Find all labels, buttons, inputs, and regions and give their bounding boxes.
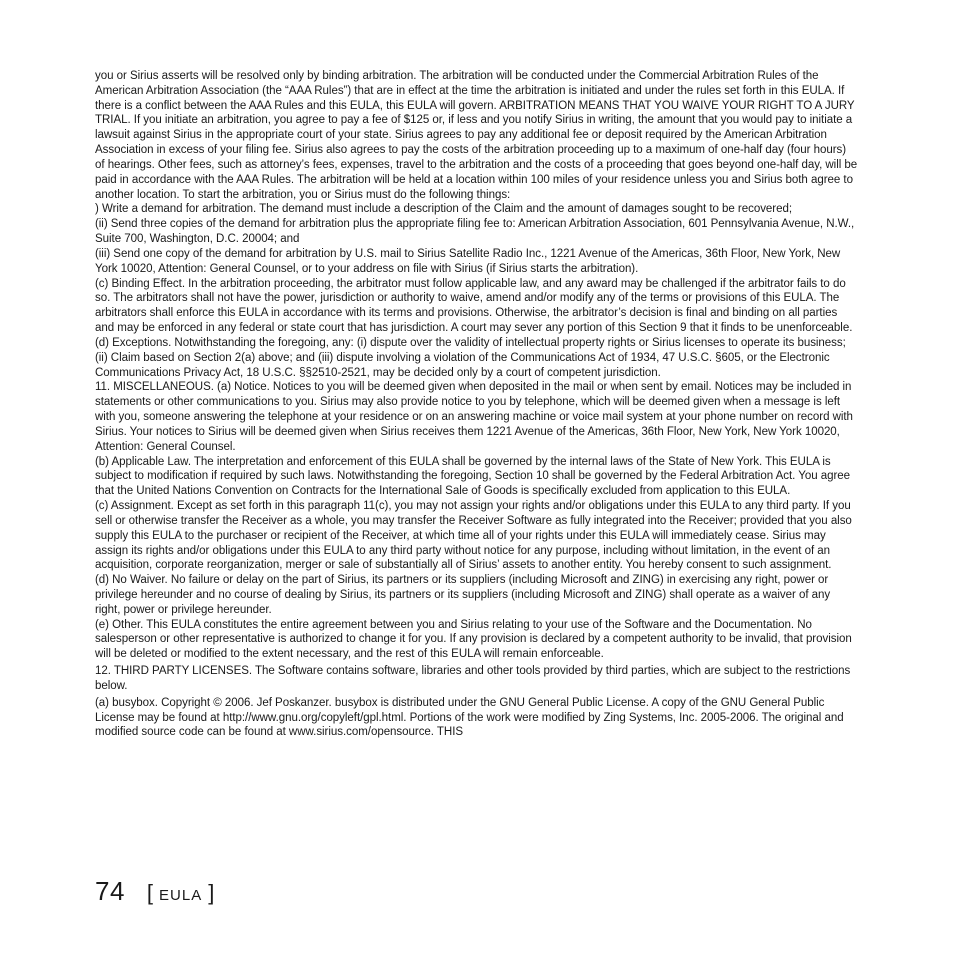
exceptions-paragraph: (d) Exceptions. Notwithstanding the foregoing, any: (i) dispute over the validity of intellectual property rights or Sirius licenses to operate its business; (ii) Claim based on Section 2(a) above; and (iii) dispute involving a violation of the Communications Act of 1934, 47 U.S.C. §605, or the Electronic Communications Privacy Act, 18 U.S.C. §§2510-2521, may be decided only by a court of competent jurisdiction. — [95, 336, 846, 379]
page-footer — [95, 876, 214, 907]
section-label — [147, 880, 214, 906]
demand-step-i: ) Write a demand for arbitration. The demand must include a description of the Claim and the amount of damages sought to be recovered; — [95, 203, 792, 216]
demand-step-ii: (ii) Send three copies of the demand for arbitration plus the appropriate filing fee to: American Arbitration Association, 601 Pennsylvania Avenue, N.W., Suite 700, Washington, D.C. 20004; and — [95, 218, 855, 246]
third-party-licenses-paragraph: 12. THIRD PARTY LICENSES. The Software contains software, libraries and other tools provided by third parties, which are subject to the restrictions below. — [95, 665, 851, 692]
eula-body-text — [95, 69, 858, 740]
demand-step-iii: (iii) Send one copy of the demand for arbitration by U.S. mail to Sirius Satellite Radio Inc., 1221 Avenue of the Americas, 36th Floor, New York, New York 10020, Attention: General Counsel, or to your address on file with Sirius (if Sirius starts the arbitration). — [95, 247, 841, 275]
busybox-paragraph: (a) busybox. Copyright © 2006. Jef Poskanzer. busybox is distributed under the GNU General Public License. A copy of the GNU General Public License may be found at http://www.gnu.org/copyleft/gpl.html. Portions of the work were modified by Zing Systems, Inc. 2005-2006. The original and modified source code can be found at www.sirius.com/opensource. THIS — [95, 696, 844, 739]
binding-effect-paragraph: (c) Binding Effect. In the arbitration proceeding, the arbitrator must follow applicable law, and any award may be challenged if the arbitrator fails to do so. The arbitrators shall not have the power, jurisdiction or authority to waive, amend and/or modify any of the terms or provisions of this EULA. The arbitrators shall enforce this EULA in accordance with its terms and provisions. Otherwise, the arbitrator’s decision is final and binding on all parties and may be enforced in any federal or state court that has jurisdiction. A court may sever any portion of this Section 9 that it finds to be unenforceable. — [95, 277, 853, 335]
other-paragraph: (e) Other. This EULA constitutes the entire agreement between you and Sirius relating to your use of the Software and the Documentation. No salesperson or other representative is authorized to change it for you. If any provision is declared by a competent authority to be invalid, that provision will be deleted or modified to the extent necessary, and the rest of this EULA will remain enforceable. — [95, 618, 852, 661]
miscellaneous-notice-paragraph: 11. MISCELLANEOUS. (a) Notice. Notices to you will be deemed given when deposited in the mail or when sent by email. Notices may be included in statements or other communications to you. Sirius may also provide notice to you by telephone, which will be deemed given when a message is left with you, someone answering the telephone at your residence or on an answering machine or voice mail system at your phone number on record with Sirius. Your notices to Sirius will be deemed given when Sirius receives them 1221 Avenue of the Americas, 36th Floor, New York, New York 10020, Attention: General Counsel. — [95, 381, 853, 453]
applicable-law-paragraph: (b) Applicable Law. The interpretation and enforcement of this EULA shall be governed by the internal laws of the State of New York. This EULA is subject to modification if required by such laws. Notwithstanding the foregoing, Section 10 shall be governed by the Federal Arbitration Act. You agree that the United Nations Convention on Contracts for the International Sale of Goods is specifically excluded from application to this EULA. — [95, 455, 851, 498]
arbitration-paragraph: you or Sirius asserts will be resolved only by binding arbitration. The arbitration will be conducted under the Commercial Arbitration Rules of the American Arbitration Association (the “AAA Rules”) that are in effect at the time the arbitration is initiated and under the rules set forth in this EULA. If there is a conflict between the AAA Rules and this EULA, this EULA will govern. ARBITRATION MEANS THAT YOU WAIVE YOUR RIGHT TO A JURY TRIAL. If you initiate an arbitration, you agree to pay a fee of $125 or, if less and you notify Sirius in writing, the amount that you would pay to initiate a lawsuit against Sirius in the appropriate court of your state. Sirius agrees to pay any additional fee or deposit required by the American Arbitration Association in excess of your filing fee. Sirius also agrees to pay the costs of the arbitration proceeding up to a maximum of one-half day (four hours) of hearings. Other fees, such as attorney’s fees, expenses, travel to the arbitration and the costs of a proceeding that goes beyond one-half day, will be paid in accordance with the AAA Rules. The arbitration will be held at a location within 100 miles of your residence unless you and Sirius both agree to another location. To start the arbitration, you or Sirius must do the following things: — [95, 70, 858, 201]
section-label-text: EULA — [159, 887, 203, 904]
page-number: 74 — [95, 876, 125, 906]
bracket-open: [ — [146, 880, 154, 905]
bracket-close: ] — [208, 880, 215, 905]
assignment-paragraph: (c) Assignment. Except as set forth in this paragraph 11(c), you may not assign your rights and/or obligations under this EULA to any third party. If you sell or otherwise transfer the Receiver as a whole, you may transfer the Receiver Software as fully integrated into the Receiver; provided that you also supply this EULA to the purchaser or recipient of the Receiver, at which time all of your rights under this EULA will immediately cease. Sirius may assign its rights and/or obligations under this EULA to any third party without notice for any purpose, including without limitation, in the event of an acquisition, corporate reorganization, merger or sale of substantially all of Sirius’ assets to another entity. You hereby consent to such assignment. — [95, 500, 852, 572]
no-waiver-paragraph: (d) No Waiver. No failure or delay on the part of Sirius, its partners or its suppliers (including Microsoft and ZING) in exercising any right, power or privilege hereunder and no course of dealing by Sirius, its partners or its suppliers (including Microsoft and ZING) shall operate as a waiver of any right, power or privilege hereunder. — [95, 574, 831, 616]
